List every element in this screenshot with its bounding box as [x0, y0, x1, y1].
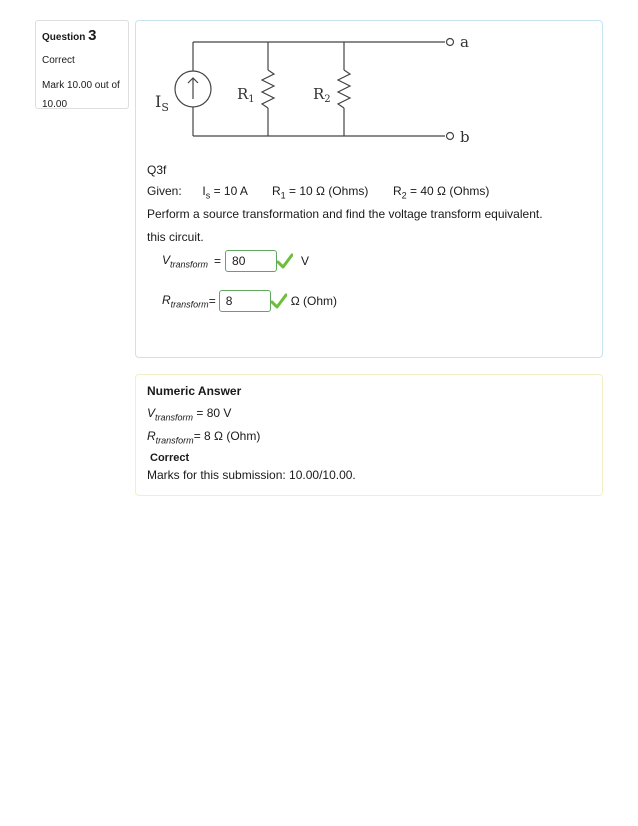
- feedback-status: Correct: [150, 452, 190, 464]
- r1-label: $R_1$: [237, 85, 255, 105]
- question-number-line: [42, 29, 122, 45]
- answer-row-r: [162, 290, 337, 312]
- circuit-diagram: [145, 25, 485, 150]
- v-transform-input[interactable]: 80: [225, 250, 277, 272]
- question-label: Question: [42, 32, 86, 43]
- given-r1: $R_1 = 10$ Ω (Ohms): [271, 184, 369, 201]
- correct-check-icon: [277, 253, 293, 269]
- correct-check-icon: [271, 293, 287, 309]
- feedback-v-line: $V_{transform} = 80$ V: [147, 406, 232, 423]
- feedback-heading: Numeric Answer: [147, 384, 242, 398]
- answer-row-v: [162, 250, 309, 272]
- r2-label: $R_2$: [313, 85, 331, 105]
- given-line: [147, 183, 489, 203]
- v-equals: =: [214, 254, 222, 268]
- given-is: $I_s = 10$ A: [202, 184, 248, 201]
- question-state: Correct: [42, 55, 75, 66]
- instruction-text-2: this circuit.: [147, 230, 204, 244]
- given-prefix: Given:: [147, 184, 182, 198]
- r-transform-input[interactable]: 8: [219, 290, 271, 312]
- r-transform-label: $R_{transform}$: [162, 292, 209, 310]
- v-unit: V: [301, 254, 310, 268]
- feedback-marks: Marks for this submission: 10.00/10.00.: [147, 468, 356, 482]
- r-equals: =: [208, 294, 216, 308]
- question-number: 3: [88, 27, 97, 44]
- instruction-text: Perform a source transformation and find the voltage transform equivalent.: [147, 207, 543, 221]
- question-info: [35, 20, 129, 109]
- question-id: Q3f: [147, 163, 167, 177]
- question-grade: Mark 10.00 out of 10.00: [42, 80, 120, 110]
- terminal-a-label: a: [460, 33, 469, 51]
- r-unit: Ω (Ohm): [290, 294, 338, 308]
- v-transform-label: $V_{transform}$: [162, 252, 209, 270]
- source-label: $I_S$: [155, 92, 169, 114]
- terminal-b-label: b: [460, 128, 470, 146]
- feedback-r-line: $R_{transform}= 8$ Ω (Ohm): [147, 429, 261, 446]
- given-r2: $R_2 = 40$ Ω (Ohms): [393, 184, 490, 201]
